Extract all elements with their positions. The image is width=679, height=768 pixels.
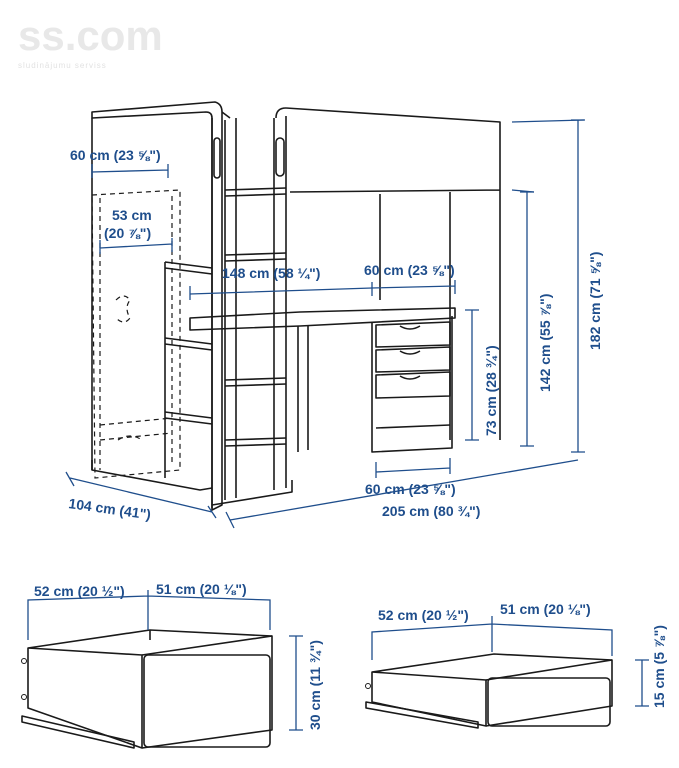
small-drawer-front [488, 678, 610, 726]
watermark [18, 12, 163, 70]
total-width-label: 104 cm (41") [67, 495, 152, 523]
wardrobe-width-label: 60 cm (23 ⅝") [70, 147, 161, 163]
total-length-label: 205 cm (80 ¾") [382, 503, 481, 519]
watermark-logo: ss.com [18, 12, 163, 59]
small-drawer-depth-label: 51 cm (20 ⅛") [500, 601, 591, 617]
large-drawer-depth-label: 51 cm (20 ⅛") [156, 581, 247, 597]
large-drawer [22, 590, 304, 748]
ladder-handle [276, 138, 284, 176]
headboard-handle [214, 138, 220, 178]
small-drawer-runner [366, 702, 478, 728]
large-drawer-height-label: 30 cm (11 ¾") [307, 640, 323, 730]
left-headboard [92, 102, 222, 510]
ladder [225, 116, 286, 500]
bed-base [212, 480, 292, 505]
dimension-labels [68, 147, 603, 523]
watermark-tagline: sludinājumu serviss [18, 61, 107, 70]
desk-depth-label: 60 cm (23 ⅝") [364, 262, 455, 278]
wardrobe-handle [116, 296, 130, 322]
large-drawer-width-label: 52 cm (20 ½") [34, 583, 125, 599]
small-drawer-width-label: 52 cm (20 ½") [378, 607, 469, 623]
bed-corner [276, 108, 286, 118]
wardrobe-inner-label-a: 53 cm [112, 207, 152, 223]
small-drawer [366, 616, 650, 728]
total-height-label: 182 cm (71 ⅝") [587, 251, 603, 350]
loft-bed-drawing [92, 102, 500, 510]
desk-height-label: 73 cm (28 ¾") [483, 345, 499, 436]
small-drawer-height-label: 15 cm (5 ⅞") [651, 625, 667, 708]
wardrobe-base [92, 460, 212, 490]
drawer-unit-width-label: 60 cm (23 ⅝") [365, 481, 456, 497]
desk-length-label: 148 cm (58 ¼") [222, 265, 321, 281]
underbed-height-label: 142 cm (55 ⅞") [537, 293, 553, 392]
large-drawer-runner [22, 716, 134, 748]
wardrobe-inner-label-b: (20 ⅞") [104, 225, 152, 241]
